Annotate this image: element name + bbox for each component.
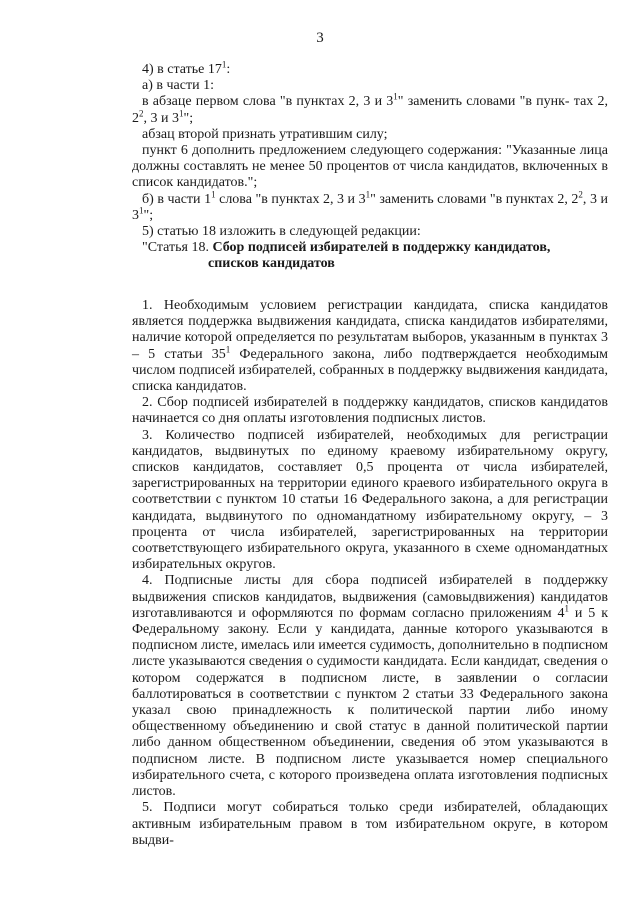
item-5: 5) статью 18 изложить в следующей редакции: bbox=[142, 224, 421, 240]
item-a-heading: а) в части 1: bbox=[142, 78, 214, 94]
paragraph-3: 3. Количество подписей избирателей, необходимых для регистрации кандидатов, выдвинутых по единому краевому избирательному округу, списков кандидатов, составляет 0,5 процента от числа избирателей, зарегистрированных на территории единого краевого избирательного округа в соответствии с пунктом 10 статьи 16 Федерального закона, а для регистрации кандидата, выдвинутого по одномандатному избирательному округу, – 3 процента от числа избирателей, зарегистрированных на территории соответствующего избирательного округа, указанного в схеме одномандатных избирательных округов. bbox=[132, 427, 608, 573]
paragraph-4: 4. Подписные листы для сбора подписей избирателей в поддержку выдвижения списков кандидатов, выдвижения (самовыдвижения) кандидатов изготавливаются и оформляются по формам согласно приложениям $4^1$ и 5 к Федеральному закону. Если у кандидата, данные которого указываются в подписном листе, имелась или имеется судимость, дополнительно в подписном листе указываются сведения о судимости кандидата. Если кандидат, сведения о котором содержатся в подписном листе, в заявлении о согласии баллотироваться в соответствии с пунктом 2 статьи 33 Федерального закона указал свою принадлежность к политической партии либо иному общественному объединению и свой статус в данной политической партии либо данном общественном объединении, сведения об этом указываются в подписном листе. В подписном листе указывается номер специального избирательного счета, с которого произведена оплата изготовления подписных листов. bbox=[132, 573, 608, 800]
item-a-point-6: пункт 6 дополнить предложением следующего содержания: "Указанные лица должны составлять не менее 50 процентов от числа кандидатов, включенных в список кандидатов."; bbox=[132, 143, 608, 191]
amendments-block bbox=[132, 59, 609, 273]
item-a-second-paragraph: абзац второй признать утратившим силу; bbox=[142, 126, 388, 142]
item-b: б) в части $1^1$ слова "в пунктах 2, 3 и $3^1$" заменить словами "в пунктах 2, $2^2$, 3 и $3^1$"; bbox=[132, 188, 608, 223]
paragraph-2: 2. Сбор подписей избирателей в поддержку кандидатов, списков кандидатов начинается со дня оплаты изготовления подписных листов. bbox=[132, 395, 608, 427]
article-title: "Статья 18. Сбор подписей избирателей в поддержку кандидатов, bbox=[142, 240, 551, 256]
item-4-heading: 4) в статье $17^1$: bbox=[142, 59, 231, 77]
paragraph-1: 1. Необходимым условием регистрации кандидата, списка кандидатов является поддержка выдвижения кандидата, списка кандидатов избирателями, наличие которой определяется по результатам выборов, указанным в пунктах 3 – 5 статьи $35^1$ Федерального закона, либо подтверждается необходимым числом подписей избирателей, собранных в поддержку выдвижения кандидата, списка кандидатов. bbox=[132, 298, 608, 395]
page-number: 3 bbox=[316, 30, 324, 46]
article-body bbox=[132, 298, 608, 849]
article-title-continued: списков кандидатов bbox=[208, 256, 335, 272]
item-a-first-paragraph: в абзаце первом слова "в пунктах 2, 3 и $3^1$" заменить словами "в пунк- тах 2, $2^2$, 3 и $3^1$"; bbox=[132, 91, 609, 126]
paragraph-5: 5. Подписи могут собираться только среди избирателей, обладающих активным избирательным правом в том избирательном округе, в котором выдви- bbox=[132, 800, 608, 848]
